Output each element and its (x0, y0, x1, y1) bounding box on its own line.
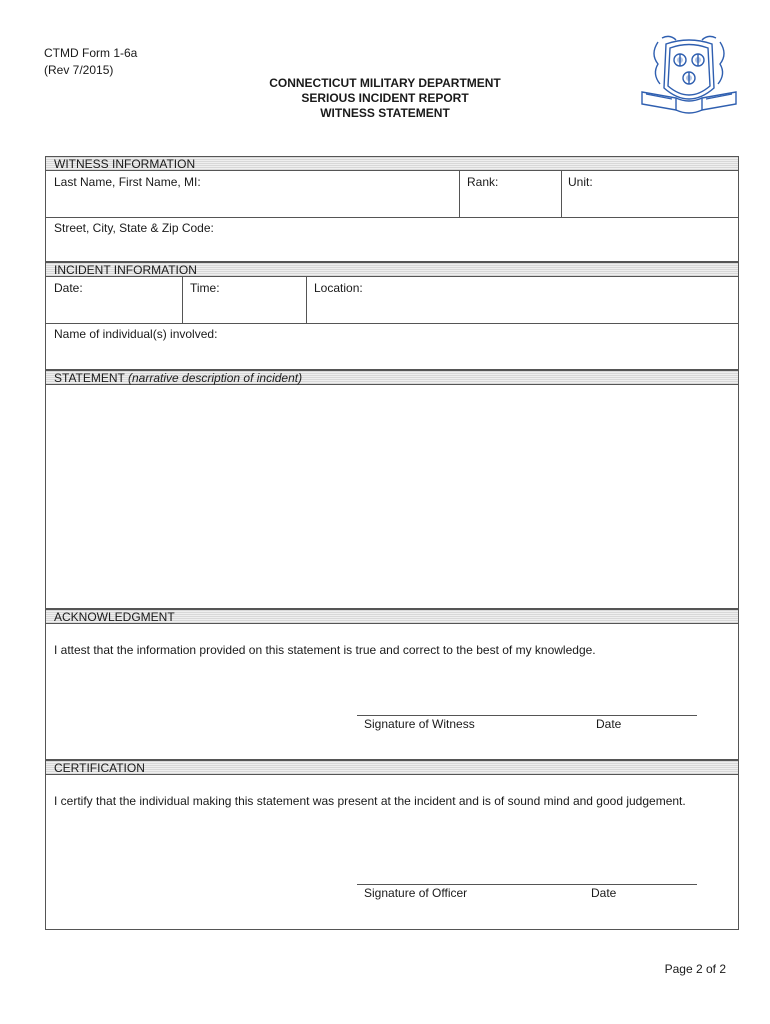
individuals-involved-label: Name of individual(s) involved: (54, 327, 218, 341)
name-label: Last Name, First Name, MI: (54, 175, 201, 189)
time-label: Time: (190, 281, 220, 295)
witness-information-section (45, 156, 739, 262)
document-title (200, 76, 570, 121)
incident-information-section (45, 262, 739, 370)
connecticut-state-seal-icon (636, 34, 742, 122)
statement-heading: STATEMENT (narrative description of incident) (46, 370, 738, 385)
location-divider (306, 277, 307, 323)
rank-label: Rank: (467, 175, 499, 189)
row-divider (46, 323, 738, 324)
location-label: Location: (314, 281, 363, 295)
title-line-2: SERIOUS INCIDENT REPORT (301, 91, 469, 105)
witness-signature-line (357, 715, 697, 716)
acknowledgment-statement: I attest that the information provided on this statement is true and correct to the best of my knowledge. (54, 643, 596, 657)
incident-information-heading: INCIDENT INFORMATION (46, 262, 738, 277)
form-revision: (Rev 7/2015) (44, 63, 114, 77)
statement-heading-note: (narrative description of incident) (128, 371, 303, 385)
form-number: CTMD Form 1-6a (44, 46, 138, 60)
officer-signature-label: Signature of Officer (364, 886, 468, 900)
unit-label: Unit: (568, 175, 593, 189)
witness-information-heading: WITNESS INFORMATION (46, 156, 738, 171)
witness-signature-label: Signature of Witness (364, 717, 475, 731)
row-divider (46, 217, 738, 218)
title-line-3: WITNESS STATEMENT (320, 106, 450, 120)
date-label: Date: (54, 281, 83, 295)
acknowledgment-section (45, 609, 739, 760)
officer-date-label: Date (591, 886, 617, 900)
statement-section (45, 370, 739, 609)
certification-statement: I certify that the individual making this statement was present at the incident and is of sound mind and good judgement. (54, 794, 686, 808)
unit-divider (561, 171, 562, 217)
title-line-1: CONNECTICUT MILITARY DEPARTMENT (269, 76, 501, 90)
certification-section (45, 760, 739, 930)
form-identifier (44, 45, 137, 79)
page-number: Page 2 of 2 (664, 962, 726, 976)
acknowledgment-heading: ACKNOWLEDGMENT (46, 609, 738, 624)
address-label: Street, City, State & Zip Code: (54, 221, 214, 235)
officer-signature-line (357, 884, 697, 885)
time-divider (182, 277, 183, 323)
witness-date-label: Date (596, 717, 622, 731)
certification-heading: CERTIFICATION (46, 760, 738, 775)
rank-divider (459, 171, 460, 217)
